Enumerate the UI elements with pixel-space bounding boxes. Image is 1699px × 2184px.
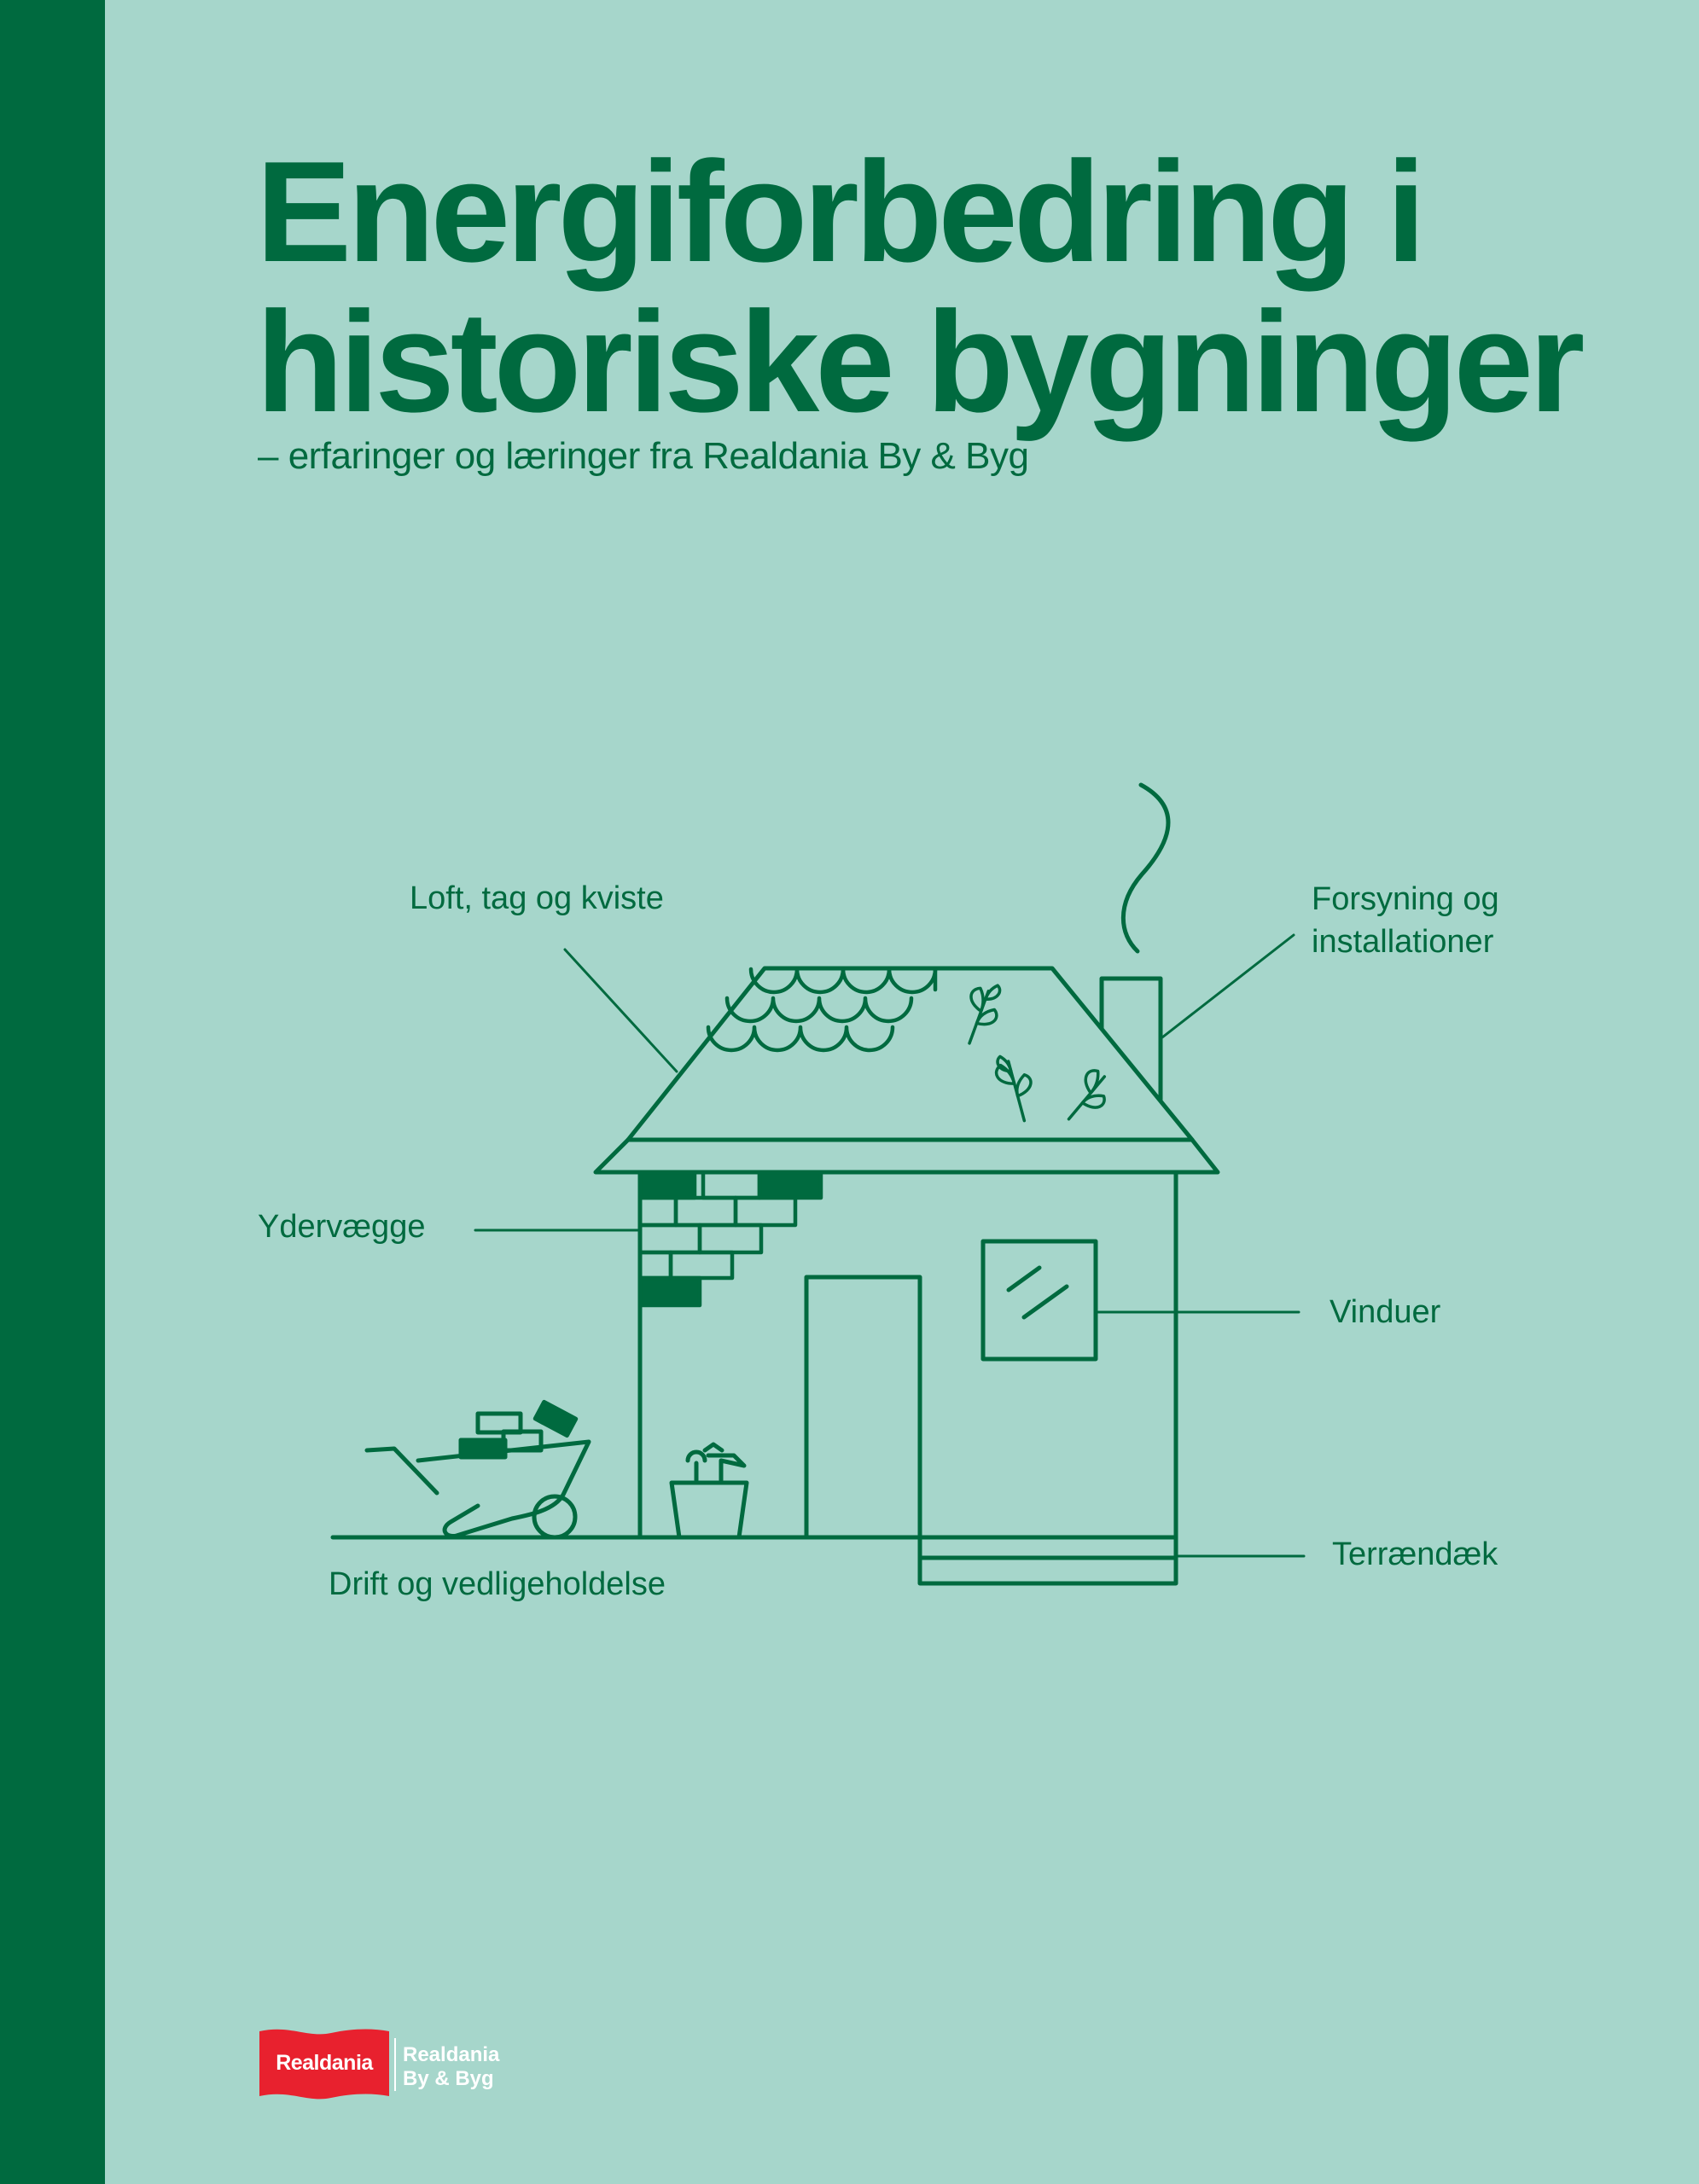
logo-name-line-1: Realdania (403, 2043, 500, 2066)
realdania-logo (256, 2026, 529, 2107)
label-forsyning-line-2: installationer (1312, 924, 1494, 960)
label-vinduer: Vinduer (1330, 1294, 1441, 1330)
label-forsyning-line-1: Forsyning og (1312, 881, 1499, 917)
cover-subtitle: – erfaringer og læringer fra Realdania By & Byg (258, 435, 1029, 477)
title-line-2: historiske bygninger (256, 282, 1581, 442)
tool-bucket-icon (672, 1444, 747, 1537)
leader-lines (475, 935, 1304, 1556)
wall-bricks (640, 1172, 821, 1305)
logo-divider (394, 2038, 396, 2091)
label-terraendaek: Terrændæk (1332, 1536, 1498, 1572)
roof (596, 968, 1218, 1172)
title-line-1: Energiforbedring i (256, 131, 1423, 292)
logo-name (403, 2043, 499, 2091)
roof-tiles (708, 969, 935, 1050)
chimney-smoke (1123, 785, 1168, 951)
wheelbarrow-icon (367, 1402, 589, 1537)
label-forsyning (1312, 878, 1499, 963)
label-ydervaegge: Ydervægge (258, 1209, 426, 1245)
label-loft: Loft, tag og kviste (410, 880, 664, 916)
logo-flag-text: Realdania (276, 2051, 373, 2075)
house-window (983, 1241, 1096, 1359)
house-door (806, 1277, 920, 1537)
label-drift: Drift og vedligeholdelse (329, 1566, 666, 1602)
roof-leaves (956, 978, 1117, 1130)
logo-name-line-2: By & Byg (403, 2067, 494, 2090)
